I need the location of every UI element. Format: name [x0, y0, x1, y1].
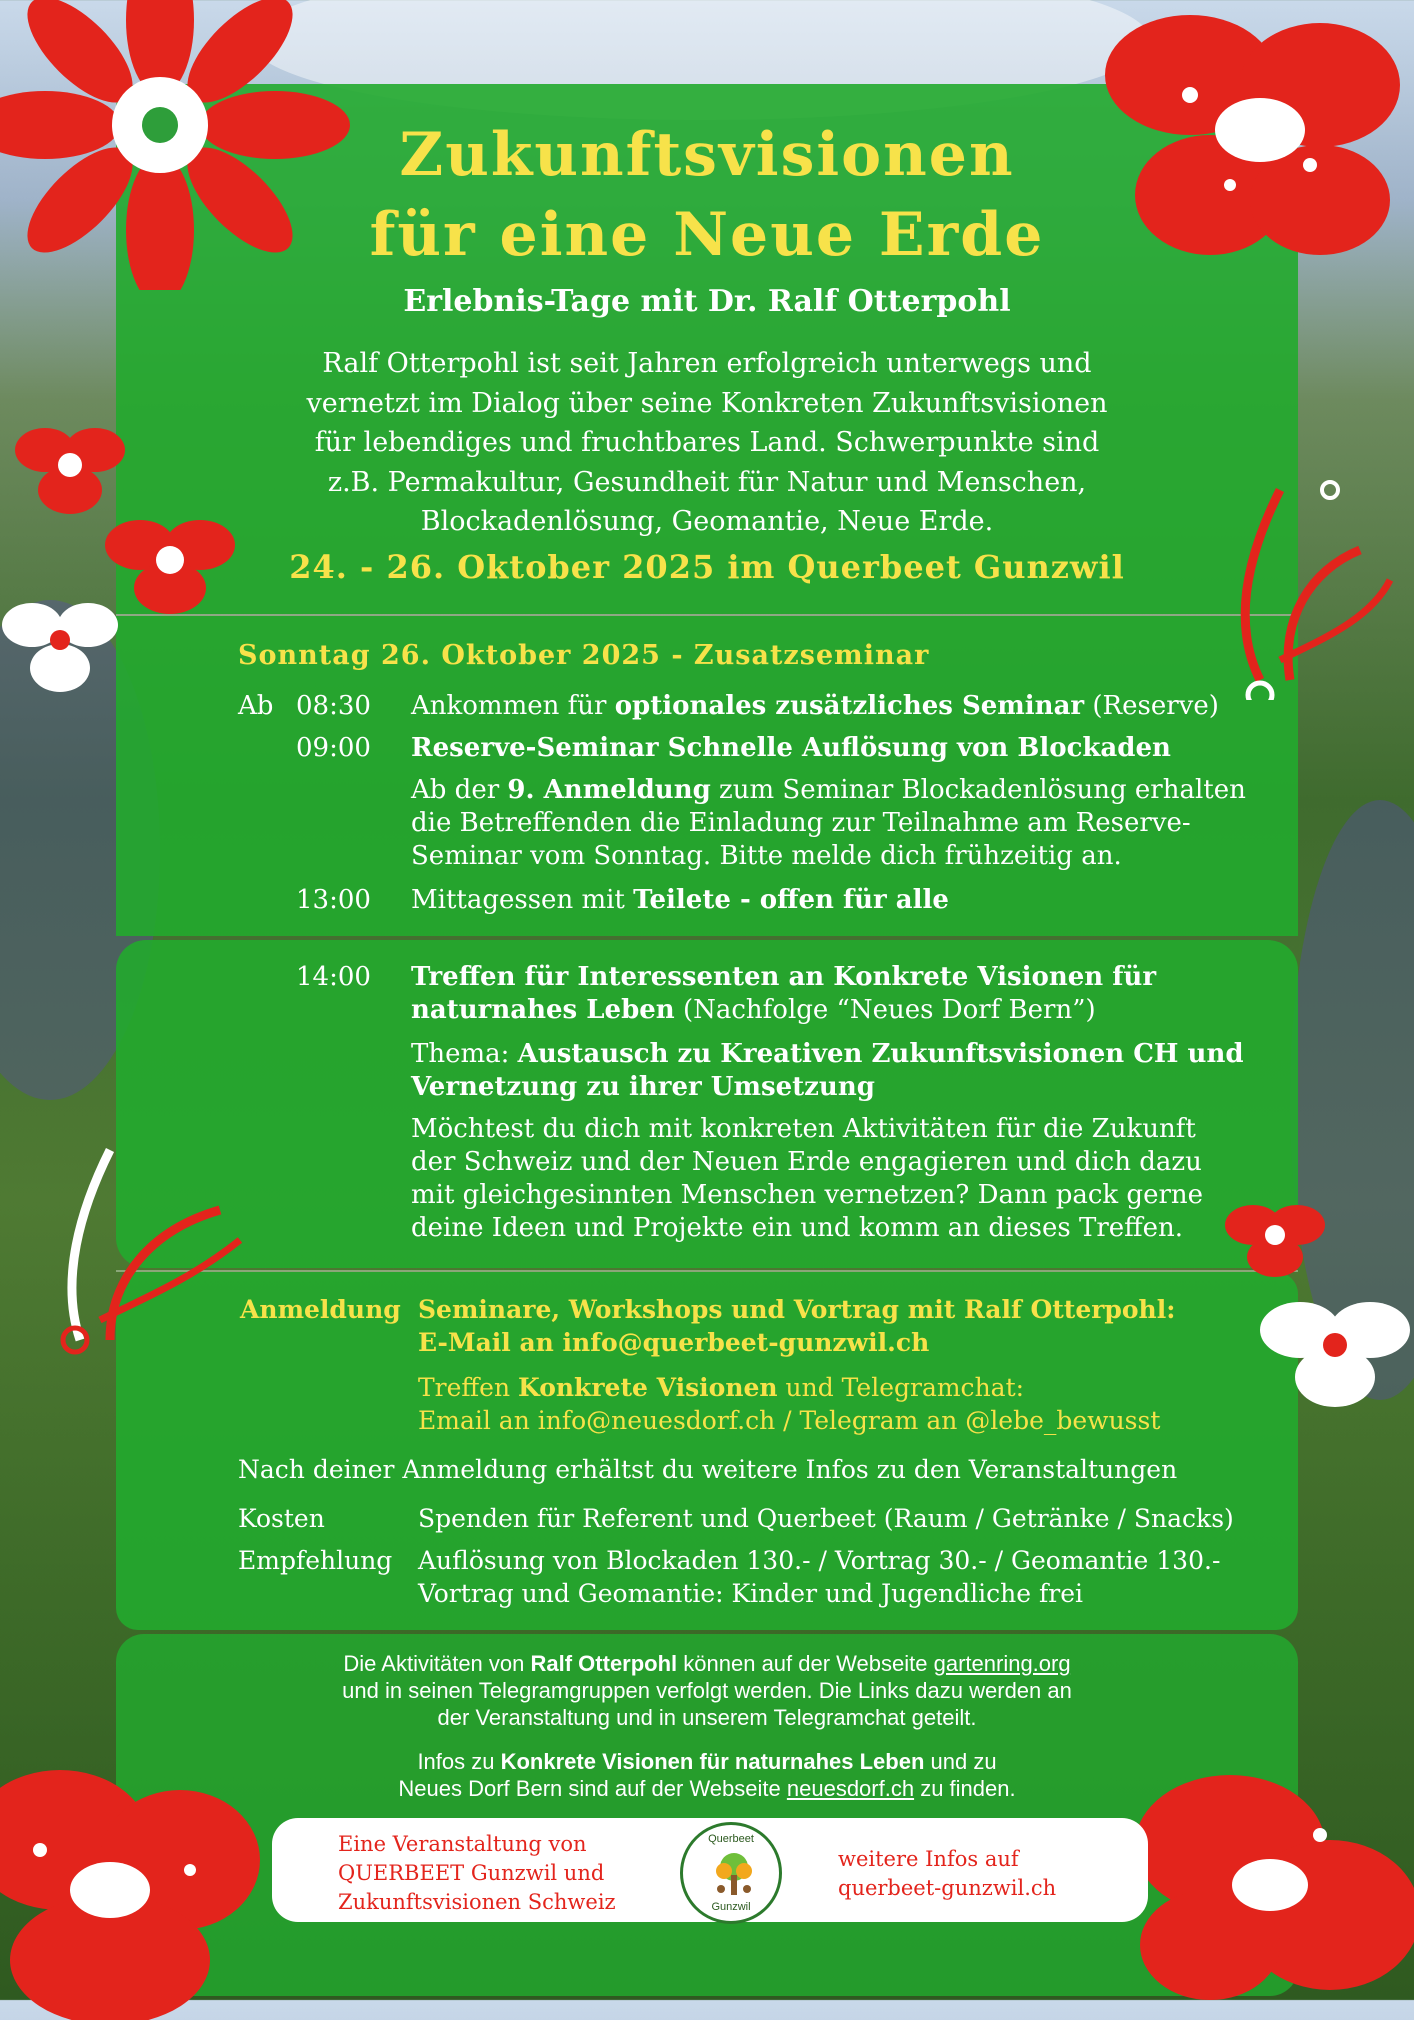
desc-text: Ab der: [411, 775, 508, 805]
theme-text: [411, 1038, 1251, 1104]
white-flower-icon: [0, 580, 120, 700]
desc-bold: optionales zusätzliches Seminar: [614, 691, 1085, 721]
desc-text: mit gleichgesinnten Menschen vernetzen? Dann pack gerne: [411, 1180, 1204, 1210]
footer-paragraph: [0, 1650, 1414, 1731]
recommendation-line: Auflösung von Blockaden 130.- / Vortrag 30.- / Geomantie 130.-: [418, 1546, 1221, 1575]
more-info-text: [838, 1845, 1078, 1903]
desc-bold: Vernetzung zu ihrer Umsetzung: [411, 1072, 875, 1102]
recommendation-line: Vortrag und Geomantie: Kinder und Jugendliche frei: [418, 1579, 1083, 1608]
body-text: [411, 1113, 1251, 1245]
sunday-heading: Sonntag 26. Oktober 2025 - Zusatzseminar: [238, 640, 930, 671]
foot-text: und zu: [924, 1749, 997, 1774]
registration-email: E-Mail an info@querbeet-gunzwil.ch: [418, 1328, 930, 1357]
reg-bold: Konkrete Visionen: [518, 1373, 778, 1402]
neuesdorf-link[interactable]: neuesdorf.ch: [786, 1776, 915, 1801]
meadow-flowers-right: [1290, 800, 1414, 1400]
more-info-link[interactable]: querbeet-gunzwil.ch: [838, 1876, 1057, 1900]
event-dateline: 24. - 26. Oktober 2025 im Querbeet Gunzwil: [289, 548, 1125, 586]
schedule-desc: [411, 884, 1251, 917]
desc-text: Mittagessen mit: [411, 885, 634, 915]
intro-line: z.B. Permakultur, Gesundheit für Natur und Menschen,: [327, 466, 1087, 498]
recommendation-value: [418, 1544, 1220, 1610]
intro-line: Ralf Otterpohl ist seit Jahren erfolgreich unterwegs und: [322, 348, 1092, 379]
schedule-desc: [411, 961, 1251, 1027]
foot-text: Neues Dorf Bern sind auf der Webseite: [398, 1776, 787, 1801]
registration-line: Seminare, Workshops und Vortrag mit Ralf Otterpohl:: [418, 1295, 1176, 1324]
schedule-detail-text: [411, 774, 1251, 873]
desc-text: zum Seminar Blockadenlösung erhalten: [710, 775, 1246, 805]
logo-top-text: Querbeet: [708, 1833, 754, 1845]
registration-line: [418, 1371, 1238, 1404]
gartenring-link[interactable]: gartenring.org: [933, 1651, 1071, 1676]
divider: [116, 1270, 1298, 1272]
desc-bold: 9. Anmeldung: [507, 775, 711, 805]
footer-paragraph: [0, 1748, 1414, 1802]
foot-bold: Konkrete Visionen für naturnahes Leben: [500, 1749, 925, 1774]
schedule-title: Reserve-Seminar Schnelle Auflösung von Blockaden: [411, 733, 1171, 763]
spacer: [418, 1359, 1238, 1371]
organizer-line: Eine Veranstaltung von: [338, 1832, 587, 1856]
recommendation-label: Empfehlung: [238, 1546, 393, 1575]
desc-bold: Konkrete Visionen für: [833, 962, 1157, 992]
reg-text: Treffen: [418, 1373, 519, 1402]
intro-line: vernetzt im Dialog über seine Konkreten Zukunftsvisionen: [306, 387, 1108, 419]
desc-text: (Nachfolge “Neues Dorf Bern”): [674, 995, 1096, 1025]
footer-line: [0, 1775, 1414, 1802]
registration-contact: Email an info@neuesdorf.ch / Telegram an @lebe_bewusst: [418, 1406, 1161, 1435]
from-label: Ab: [238, 691, 274, 721]
divider: [116, 614, 1298, 616]
intro-line: für lebendiges und fruchtbares Land. Schwerpunkte sind: [314, 427, 1100, 458]
desc-text: die Betreffenden die Einladung zur Teilnahme am Reserve-: [411, 808, 1191, 838]
desc-text: deine Ideen und Projekte ein und komm an dieses Treffen.: [411, 1213, 1184, 1243]
registration-note: Nach deiner Anmeldung erhältst du weitere Infos zu den Veranstaltungen: [238, 1455, 1178, 1484]
foot-text: Die Aktivitäten von: [343, 1651, 531, 1676]
intro-line: Blockadenlösung, Geomantie, Neue Erde.: [420, 506, 994, 537]
querbeet-logo: [680, 1822, 782, 1924]
desc-bold: Teilete - offen für alle: [633, 885, 949, 915]
schedule-time: 14:00: [296, 962, 371, 992]
schedule-time: 13:00: [296, 885, 371, 915]
logo-bottom-text: Gunzwil: [711, 1901, 751, 1913]
page-title-line2: für eine Neue Erde: [369, 200, 1045, 270]
desc-text: Möchtest du dich mit konkreten Aktivitäten für die Zukunft: [411, 1114, 1196, 1144]
desc-text: Seminar vom Sonntag. Bitte melde dich frühzeitig an.: [411, 841, 1122, 871]
desc-bold: naturnahes Leben: [411, 995, 675, 1025]
cost-value: Spenden für Referent und Querbeet (Raum / Getränke / Snacks): [418, 1504, 1234, 1533]
foot-text: zu finden.: [914, 1776, 1016, 1801]
organizer-line: Zukunftsvisionen Schweiz: [338, 1890, 616, 1914]
footer-line: [0, 1650, 1414, 1677]
schedule-desc: [411, 690, 1251, 723]
desc-text: (Reserve): [1084, 691, 1219, 721]
reg-text: und Telegramchat:: [777, 1373, 1025, 1402]
desc-text: der Schweiz und der Neuen Erde engagieren und dich dazu: [411, 1147, 1202, 1177]
small-red-flower-icon: [10, 410, 130, 520]
footer-line: [0, 1748, 1414, 1775]
page-subtitle: Erlebnis-Tage mit Dr. Ralf Otterpohl: [403, 284, 1011, 319]
cost-label: Kosten: [238, 1504, 325, 1533]
foot-text: können auf der Webseite: [677, 1651, 934, 1676]
foot-bold: Ralf Otterpohl: [530, 1651, 678, 1676]
organizer-line: QUERBEET Gunzwil und: [338, 1861, 605, 1885]
page-title-line1: Zukunftsvisionen: [399, 120, 1015, 190]
schedule-time: 09:00: [296, 733, 371, 763]
desc-text: Ankommen für: [411, 691, 615, 721]
registration-label: Anmeldung: [240, 1295, 401, 1324]
desc-bold: Treffen für Interessenten an: [411, 962, 834, 992]
theme-label: Thema:: [411, 1039, 518, 1069]
registration-details: [418, 1293, 1238, 1437]
tree-icon: [709, 1849, 759, 1899]
foot-text: Infos zu: [417, 1749, 501, 1774]
desc-bold: Austausch zu Kreativen Zukunftsvisionen CH und: [517, 1039, 1244, 1069]
intro-text: [257, 344, 1157, 542]
schedule-time: 08:30: [296, 691, 371, 721]
organizer-text: [338, 1830, 638, 1917]
footer-line: der Veranstaltung und in unserem Telegramchat geteilt.: [437, 1705, 977, 1730]
more-info-line: weitere Infos auf: [838, 1847, 1019, 1871]
footer-line: und in seinen Telegramgruppen verfolgt werden. Die Links dazu werden an: [342, 1678, 1072, 1703]
